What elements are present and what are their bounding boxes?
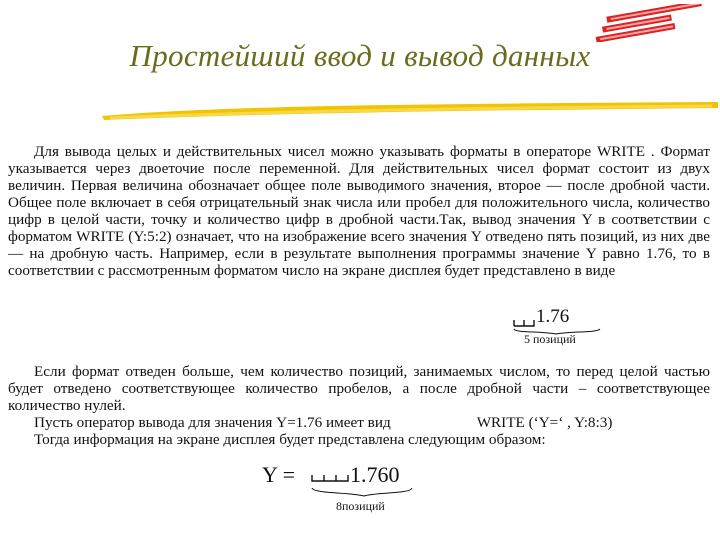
format-figure-1 — [510, 298, 610, 346]
title-underline — [100, 98, 720, 124]
paragraph-3 — [8, 414, 710, 431]
paragraph-2-block — [8, 363, 710, 448]
logo-decoration — [580, 4, 712, 42]
format-figure-2 — [260, 458, 430, 516]
figure-2-value: 1.760 — [350, 462, 400, 487]
paragraph-4: Тогда информация на экране дисплея будет представлена следующим образом: — [34, 431, 546, 448]
figure-1-caption: 5 позиций — [524, 332, 576, 346]
paragraph-3-text: Пусть оператор вывода для значения Y=1.76 имеет вид — [34, 414, 391, 431]
write-statement: WRITE (‘Y=‘ , Y:8:3) — [476, 414, 613, 431]
paragraph-2: Если формат отведен больше, чем количество позиций, занимаемых числом, то перед целой частью будет отведено соответствующее количество пробелов, а после дробной части – соответствующее количество нулей. — [8, 363, 710, 414]
figure-2-prefix: Y = — [262, 462, 295, 487]
paragraph-1-block — [8, 143, 710, 279]
figure-1-value: 1.76 — [536, 306, 570, 327]
figure-2-caption: 8позиций — [336, 499, 385, 513]
slide-title: Простейший ввод и вывод данных — [129, 38, 591, 73]
paragraph-1: Для вывода целых и действительных чисел можно указывать форматы в операторе WRITE . Формат указывается через двоеточие после переменной. Для действительных чисел формат состоит из двух величин. Первая величина обозначает общее поле выводимого значения, второе — после дробной части. Общее поле включает в себя отрицательный знак числа или пробел для положительного числа, количество цифр в целой части, точку и количество цифр в дробной части.Так, вывод значения Y в соответствии с форматом WRITE (Y:5:2) означает, что на изображение всего значения Y отведено пять позиций, из них две — на дробную часть. Например, если в результате выполнения программы значение Y равно 1.76, то в соответствии с рассмотренным форматом число на экране дисплея будет представлено в виде — [8, 143, 710, 279]
